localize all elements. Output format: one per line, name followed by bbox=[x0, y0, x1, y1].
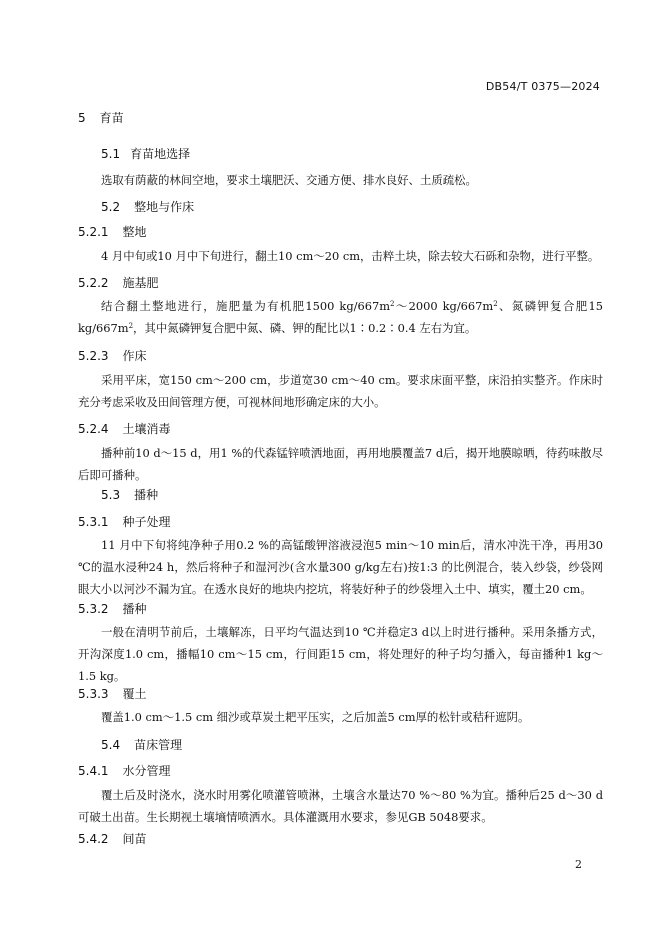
heading-number: 5.3.3 bbox=[78, 687, 109, 701]
heading-5-4-1 bbox=[78, 762, 171, 779]
heading-number: 5.2.1 bbox=[78, 225, 109, 239]
heading-5-3-3 bbox=[78, 685, 147, 702]
heading-title: 作床 bbox=[122, 349, 147, 363]
heading-number: 5.2.3 bbox=[78, 349, 109, 363]
heading-5-3-2 bbox=[78, 600, 147, 617]
heading-title: 育苗 bbox=[99, 111, 124, 125]
text-run: 结合翻土整地进行，施肥量为有机肥1500 kg/667m bbox=[101, 299, 390, 313]
heading-title: 水分管理 bbox=[122, 764, 171, 778]
heading-number: 5.2 bbox=[101, 200, 121, 214]
page-number: 2 bbox=[575, 858, 582, 871]
heading-5-2-2 bbox=[78, 274, 159, 291]
heading-5-2 bbox=[101, 198, 194, 215]
heading-title: 种子处理 bbox=[122, 515, 171, 529]
heading-title: 覆土 bbox=[122, 687, 147, 701]
heading-title: 整地与作床 bbox=[134, 200, 195, 214]
paragraph-5-2-4: 播种前10 d～15 d，用1 %的代森锰锌喷洒地面，再用地膜覆盖7 d后，揭开地膜晾晒，待药味散尽后即可播种。 bbox=[78, 446, 603, 482]
heading-number: 5.2.2 bbox=[78, 276, 109, 290]
paragraph-5-4-1: 覆土后及时浇水，浇水时用雾化喷灌管喷淋，土壤含水量达70 %～80 %为宜。播种后25 d～30 d可破土出苗。生长期视土壤墒情喷洒水。具体灌溉用水要求，参见GB 5048要求。 bbox=[78, 788, 603, 824]
heading-title: 土壤消毒 bbox=[122, 422, 171, 436]
paragraph-5-3-3: 覆盖1.0 cm～1.5 cm 细沙或草炭土耙平压实，之后加盖5 cm厚的松针或秸秆遮阴。 bbox=[101, 710, 530, 724]
paragraph-5-3-1: 11 月中下旬将纯净种子用0.2 %的高锰酸钾溶液浸泡5 min～10 min后，清水冲洗干净，再用30 ℃的温水浸种24 h，然后将种子和湿河沙(含水量300 g/kg左右)按1:3 的比例混合，装入纱袋，纱袋网眼大小以河沙不漏为宜。在透水良好的地块内挖坑，将装好种子的纱袋埋入土中、填实，覆土20 cm。 bbox=[78, 538, 603, 596]
heading-number: 5.3 bbox=[101, 488, 121, 502]
heading-number: 5.1 bbox=[101, 147, 121, 161]
heading-title: 整地 bbox=[122, 225, 147, 239]
heading-5-2-4 bbox=[78, 420, 171, 437]
heading-5-1 bbox=[101, 145, 190, 162]
document-number: DB54/T 0375—2024 bbox=[485, 80, 600, 93]
text-run: ～2000 kg/667m bbox=[394, 299, 494, 313]
paragraph-5-3-2: 一般在清明节前后，土壤解冻，日平均气温达到10 ℃并稳定3 d以上时进行播种。采用条播方式，开沟深度1.0 cm，播幅10 cm～15 cm，行间距15 cm，将处理好的种子均匀播入，每亩播种1 kg～1.5 kg。 bbox=[78, 625, 603, 683]
paragraph-5-2-3: 采用平床，宽150 cm～200 cm，步道宽30 cm～40 cm。要求床面平整，床沿拍实整齐。作床时充分考虑采收及田间管理方便，可视林间地形确定床的大小。 bbox=[78, 373, 603, 409]
heading-number: 5.4 bbox=[101, 738, 121, 752]
heading-title: 育苗地选择 bbox=[130, 147, 191, 161]
heading-title: 苗床管理 bbox=[134, 738, 183, 752]
heading-number: 5.4.1 bbox=[78, 764, 109, 778]
heading-title: 播种 bbox=[134, 488, 159, 502]
superscript: 2 bbox=[128, 322, 134, 330]
heading-number: 5 bbox=[78, 111, 86, 125]
paragraph-5-1: 选取有荫蔽的林间空地，要求土壤肥沃、交通方便、排水良好、土质疏松。 bbox=[101, 173, 477, 187]
superscript: 2 bbox=[493, 300, 498, 308]
heading-5 bbox=[78, 109, 124, 126]
text-run: 、氮磷钾复合肥15 kg/667m bbox=[78, 299, 603, 335]
heading-title: 间苗 bbox=[122, 832, 147, 846]
heading-5-2-1 bbox=[78, 223, 147, 240]
heading-title: 施基肥 bbox=[122, 276, 159, 290]
heading-number: 5.2.4 bbox=[78, 422, 109, 436]
heading-5-3 bbox=[101, 486, 158, 503]
paragraph-5-2-2 bbox=[78, 295, 603, 339]
heading-number: 5.3.1 bbox=[78, 515, 109, 529]
heading-5-4 bbox=[101, 736, 182, 753]
text-run: ，其中氮磷钾复合肥中氮、磷、钾的配比以1∶0.2∶0.4 左右为宜。 bbox=[133, 321, 477, 335]
heading-5-3-1 bbox=[78, 513, 171, 530]
heading-number: 5.4.2 bbox=[78, 832, 109, 846]
heading-5-2-3 bbox=[78, 347, 147, 364]
heading-title: 播种 bbox=[122, 602, 147, 616]
paragraph-5-2-1: 4 月中旬或10 月中下旬进行，翻土10 cm～20 cm，击粹土块，除去较大石砾和杂物，进行平整。 bbox=[101, 249, 600, 263]
heading-number: 5.3.2 bbox=[78, 602, 109, 616]
heading-5-4-2 bbox=[78, 830, 147, 847]
superscript: 2 bbox=[390, 300, 395, 308]
